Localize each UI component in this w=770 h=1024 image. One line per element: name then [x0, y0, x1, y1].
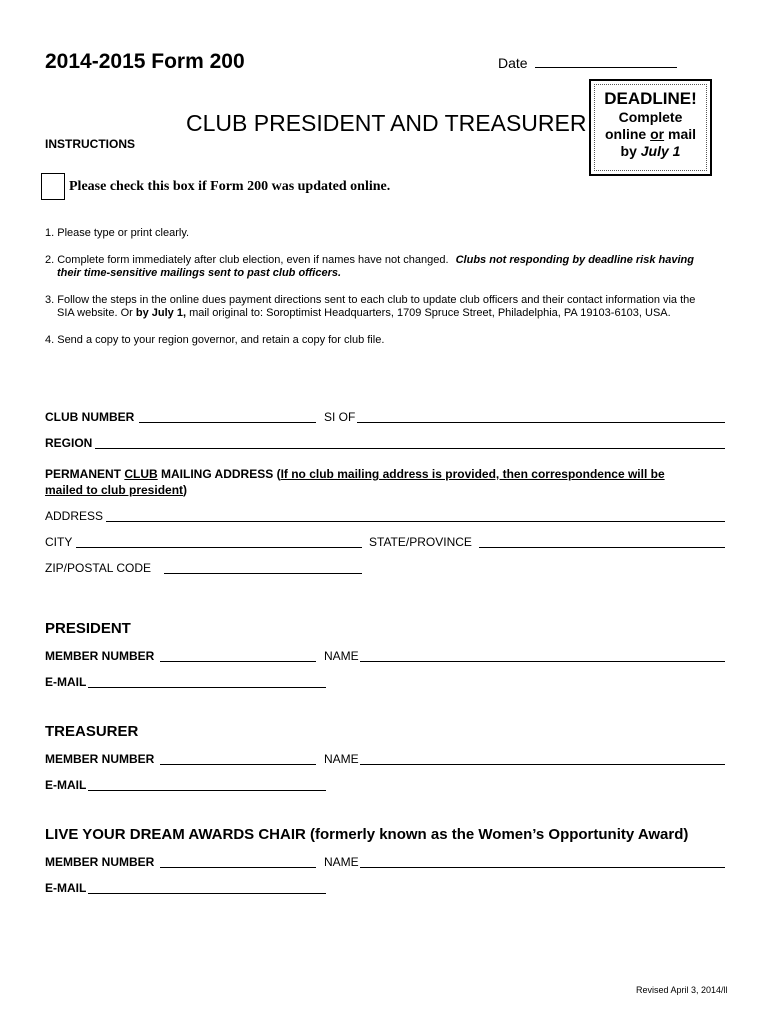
- permanent-address-label-cont: [45, 483, 187, 497]
- awards-name-field[interactable]: [360, 867, 725, 868]
- instruction-3-date: by July 1,: [135, 307, 187, 319]
- instruction-2-warning-cont: their time-sensitive mailings sent to past club officers.: [57, 267, 342, 279]
- president-name-label: NAME: [324, 649, 359, 663]
- club-number-field[interactable]: [139, 422, 316, 423]
- permanent-label-club: CLUB: [124, 467, 158, 481]
- awards-email-field[interactable]: [88, 893, 326, 894]
- deadline-line-1: Complete: [618, 109, 683, 125]
- deadline-mail: mail: [664, 126, 697, 142]
- deadline-or: or: [650, 126, 665, 142]
- deadline-title: DEADLINE!: [604, 89, 697, 108]
- instruction-4: 4. Send a copy to your region governor, and retain a copy for club file.: [45, 334, 385, 346]
- president-email-field[interactable]: [88, 687, 326, 688]
- deadline-by: by: [620, 143, 641, 159]
- treasurer-email-label: E-MAIL: [45, 778, 87, 792]
- form-title: 2014-2015 Form 200: [45, 50, 245, 73]
- treasurer-name-label: NAME: [324, 752, 359, 766]
- permanent-label-a: PERMANENT: [45, 467, 125, 481]
- treasurer-member-number-label: MEMBER NUMBER: [45, 752, 155, 766]
- president-title: PRESIDENT: [45, 620, 131, 637]
- president-name-field[interactable]: [360, 661, 725, 662]
- updated-online-label: Please check this box if Form 200 was updated online.: [69, 179, 391, 194]
- si-of-label: SI OF: [324, 410, 356, 424]
- zip-field[interactable]: [164, 573, 362, 574]
- instruction-2-text: 2. Complete form immediately after club election, even if names have not changed.: [45, 254, 449, 266]
- page-heading: CLUB PRESIDENT AND TREASURER: [186, 110, 587, 136]
- zip-label: ZIP/POSTAL CODE: [45, 561, 152, 575]
- instruction-3-sia: SIA website. Or: [57, 307, 133, 319]
- president-member-number-label: MEMBER NUMBER: [45, 649, 155, 663]
- address-field[interactable]: [106, 521, 725, 522]
- permanent-address-label: [45, 467, 665, 481]
- president-email-label: E-MAIL: [45, 675, 87, 689]
- state-label: STATE/PROVINCE: [369, 535, 472, 549]
- city-field[interactable]: [76, 547, 362, 548]
- deadline-box: [589, 79, 712, 176]
- region-label: REGION: [45, 436, 93, 450]
- treasurer-email-field[interactable]: [88, 790, 326, 791]
- club-number-label: CLUB NUMBER: [45, 410, 135, 424]
- awards-name-label: NAME: [324, 855, 359, 869]
- address-label: ADDRESS: [45, 509, 104, 523]
- instruction-1: 1. Please type or print clearly.: [45, 227, 190, 239]
- date-input-line[interactable]: [535, 54, 677, 68]
- treasurer-member-number-field[interactable]: [160, 764, 316, 765]
- date-field: [498, 54, 677, 71]
- instruction-3-cont: [57, 307, 671, 320]
- president-member-number-field[interactable]: [160, 661, 316, 662]
- state-field[interactable]: [479, 547, 725, 548]
- instruction-3-address: mail original to: Soroptimist Headquarters, 1709 Spruce Street, Philadelphia, PA 19103-6103, USA.: [189, 307, 671, 319]
- instruction-2: [45, 254, 694, 267]
- updated-online-checkbox[interactable]: [41, 173, 65, 200]
- permanent-label-b: MAILING ADDRESS (: [157, 467, 281, 481]
- deadline-date: July 1: [640, 143, 681, 159]
- awards-member-number-label: MEMBER NUMBER: [45, 855, 155, 869]
- deadline-box-inner-border: [594, 84, 707, 171]
- si-of-field[interactable]: [357, 422, 725, 423]
- treasurer-title: TREASURER: [45, 723, 139, 740]
- awards-email-label: E-MAIL: [45, 881, 87, 895]
- awards-chair-title: LIVE YOUR DREAM AWARDS CHAIR (formerly known as the Women’s Opportunity Award): [45, 826, 689, 843]
- city-label: CITY: [45, 535, 73, 549]
- permanent-note-1: If no club mailing address is provided, then correspondence will be: [280, 467, 665, 481]
- deadline-online: online: [604, 126, 651, 142]
- instructions-label: INSTRUCTIONS: [45, 137, 135, 151]
- revised-note: Revised April 3, 2014/ll: [636, 985, 728, 995]
- region-field[interactable]: [95, 448, 725, 449]
- permanent-close: ): [183, 483, 188, 497]
- instruction-2-warning: Clubs not responding by deadline risk having: [455, 254, 694, 266]
- permanent-note-2: mailed to club president: [45, 483, 184, 497]
- instruction-3: 3. Follow the steps in the online dues payment directions sent to each club to update club officers and their contact information via the: [45, 294, 696, 306]
- treasurer-name-field[interactable]: [360, 764, 725, 765]
- date-label: Date: [498, 55, 528, 71]
- awards-member-number-field[interactable]: [160, 867, 316, 868]
